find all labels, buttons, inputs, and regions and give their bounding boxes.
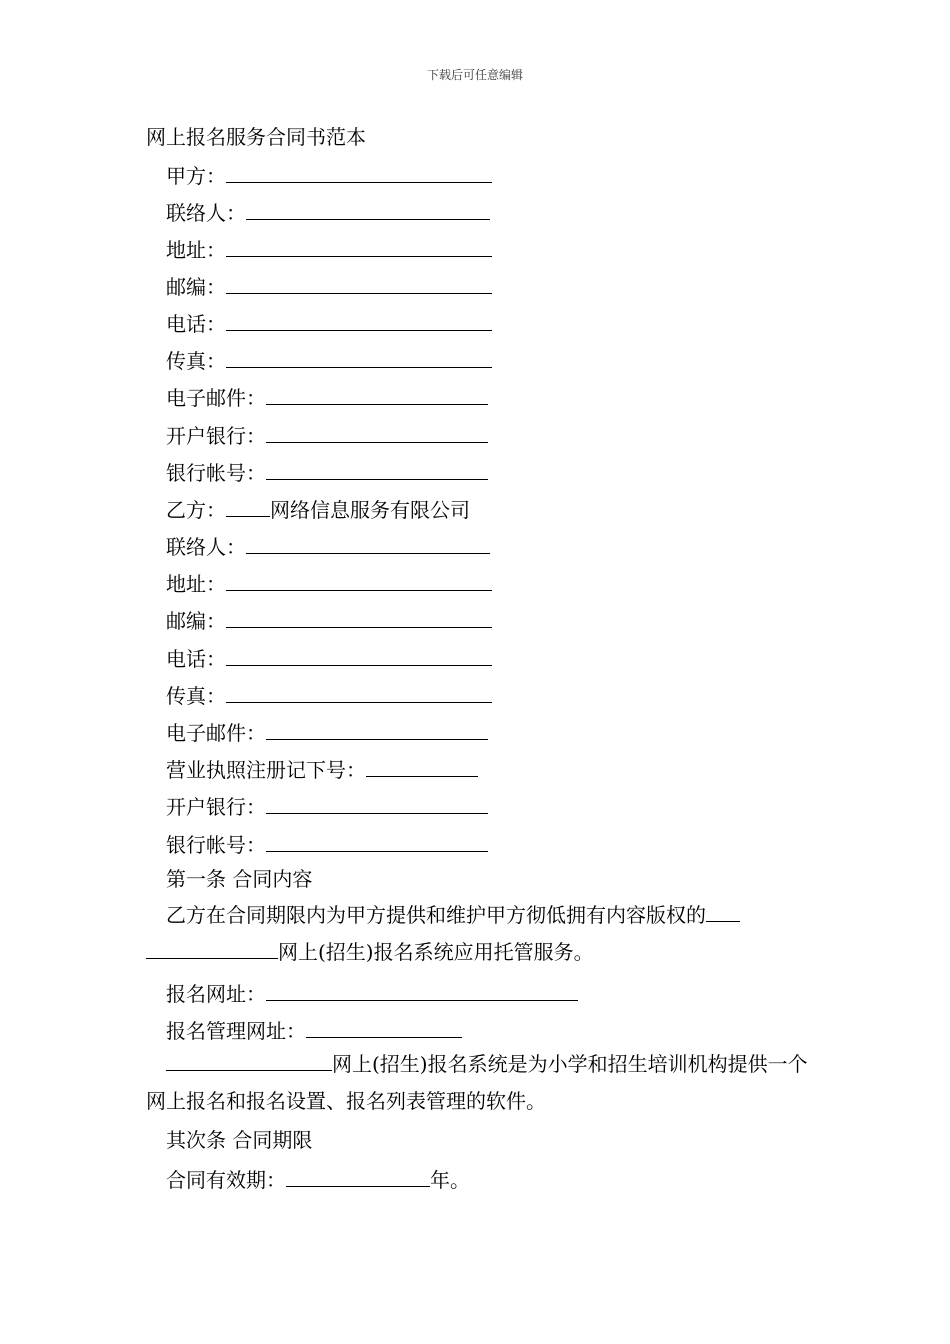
party-a-name-label: 甲方： xyxy=(166,164,226,188)
party-a-account-label: 银行帐号： xyxy=(166,461,266,485)
article-1-paragraph-1-start: 乙方在合同期限内为甲方提供和维护甲方彻低拥有内容版权的 xyxy=(166,903,706,927)
party-b-fax-field[interactable] xyxy=(226,680,492,703)
party-b-license-label: 营业执照注册记下号： xyxy=(166,758,366,782)
party-a-postcode-line xyxy=(166,271,492,300)
party-b-bank-label: 开户银行： xyxy=(166,795,266,819)
contract-validity-line xyxy=(166,1164,470,1193)
party-b-name-label: 乙方： xyxy=(166,498,226,522)
party-a-address-field[interactable] xyxy=(226,234,492,257)
party-a-email-field[interactable] xyxy=(266,382,488,405)
article-1-paragraph-1-end: 网上(招生)报名系统应用托管服务。 xyxy=(278,940,594,964)
signup-url-field[interactable] xyxy=(266,978,578,1001)
contract-validity-label: 合同有效期： xyxy=(166,1168,286,1192)
party-b-postcode-label: 邮编： xyxy=(166,609,226,633)
party-b-bank-line xyxy=(166,791,488,820)
article-1-heading: 第一条 合同内容 xyxy=(166,867,313,891)
software-name-field-2[interactable] xyxy=(166,1048,332,1071)
party-b-fax-line xyxy=(166,680,492,709)
party-b-name-field[interactable] xyxy=(226,494,270,517)
article-1-paragraph-2 xyxy=(146,1046,810,1120)
party-b-phone-label: 电话： xyxy=(166,647,226,671)
party-b-account-field[interactable] xyxy=(266,829,488,852)
party-b-license-line xyxy=(166,754,478,783)
article-1-paragraph-1 xyxy=(146,897,810,971)
party-b-address-field[interactable] xyxy=(226,568,492,591)
document-title: 网上报名服务合同书范本 xyxy=(146,125,366,149)
contract-validity-field[interactable] xyxy=(286,1164,430,1187)
software-name-field-1b[interactable] xyxy=(146,936,278,959)
party-a-name-field[interactable] xyxy=(226,160,492,183)
article-2-heading: 其次条 合同期限 xyxy=(166,1128,313,1152)
party-a-phone-field[interactable] xyxy=(226,308,492,331)
party-b-name-line xyxy=(166,494,470,523)
party-a-contact-field[interactable] xyxy=(246,197,490,220)
party-a-email-line xyxy=(166,382,488,411)
admin-url-line xyxy=(166,1015,462,1044)
party-b-account-line xyxy=(166,829,488,858)
party-b-email-field[interactable] xyxy=(266,717,488,740)
party-b-address-line xyxy=(166,568,492,597)
party-a-postcode-field[interactable] xyxy=(226,271,492,294)
party-b-contact-line xyxy=(166,531,490,560)
party-a-name-line xyxy=(166,160,492,189)
party-b-phone-line xyxy=(166,643,492,672)
party-a-contact-label: 联络人： xyxy=(166,201,246,225)
party-b-account-label: 银行帐号： xyxy=(166,833,266,857)
party-a-account-line xyxy=(166,457,488,486)
party-a-email-label: 电子邮件： xyxy=(166,386,266,410)
signup-url-label: 报名网址： xyxy=(166,982,266,1006)
party-b-contact-label: 联络人： xyxy=(166,535,246,559)
party-a-fax-label: 传真： xyxy=(166,349,226,373)
software-name-field-1a[interactable] xyxy=(706,899,740,922)
party-b-fax-label: 传真： xyxy=(166,684,226,708)
party-b-postcode-field[interactable] xyxy=(226,605,492,628)
party-a-contact-line xyxy=(166,197,490,226)
admin-url-field[interactable] xyxy=(306,1015,462,1038)
party-a-bank-label: 开户银行： xyxy=(166,424,266,448)
party-a-fax-line xyxy=(166,345,492,374)
party-a-address-label: 地址： xyxy=(166,238,226,262)
party-b-contact-field[interactable] xyxy=(246,531,490,554)
party-b-email-line xyxy=(166,717,488,746)
party-a-phone-label: 电话： xyxy=(166,312,226,336)
party-a-postcode-label: 邮编： xyxy=(166,275,226,299)
party-a-account-field[interactable] xyxy=(266,457,488,480)
contract-validity-unit: 年。 xyxy=(430,1168,470,1192)
party-a-phone-line xyxy=(166,308,492,337)
party-b-address-label: 地址： xyxy=(166,572,226,596)
article-1-paragraph-2-end: 网上(招生)报名系统是为小学和招生培训机构提供一个网上报名和报名设置、报名列表管理的软件。 xyxy=(146,1052,808,1113)
page-header: 下载后可任意编辑 xyxy=(426,68,523,82)
party-b-name-suffix: 网络信息服务有限公司 xyxy=(270,498,470,522)
signup-url-line xyxy=(166,978,578,1007)
party-a-bank-field[interactable] xyxy=(266,420,488,443)
party-b-bank-field[interactable] xyxy=(266,791,488,814)
party-b-license-field[interactable] xyxy=(366,754,478,777)
party-b-phone-field[interactable] xyxy=(226,643,492,666)
party-a-address-line xyxy=(166,234,492,263)
party-b-email-label: 电子邮件： xyxy=(166,721,266,745)
party-b-postcode-line xyxy=(166,605,492,634)
admin-url-label: 报名管理网址： xyxy=(166,1019,306,1043)
party-a-fax-field[interactable] xyxy=(226,345,492,368)
party-a-bank-line xyxy=(166,420,488,449)
